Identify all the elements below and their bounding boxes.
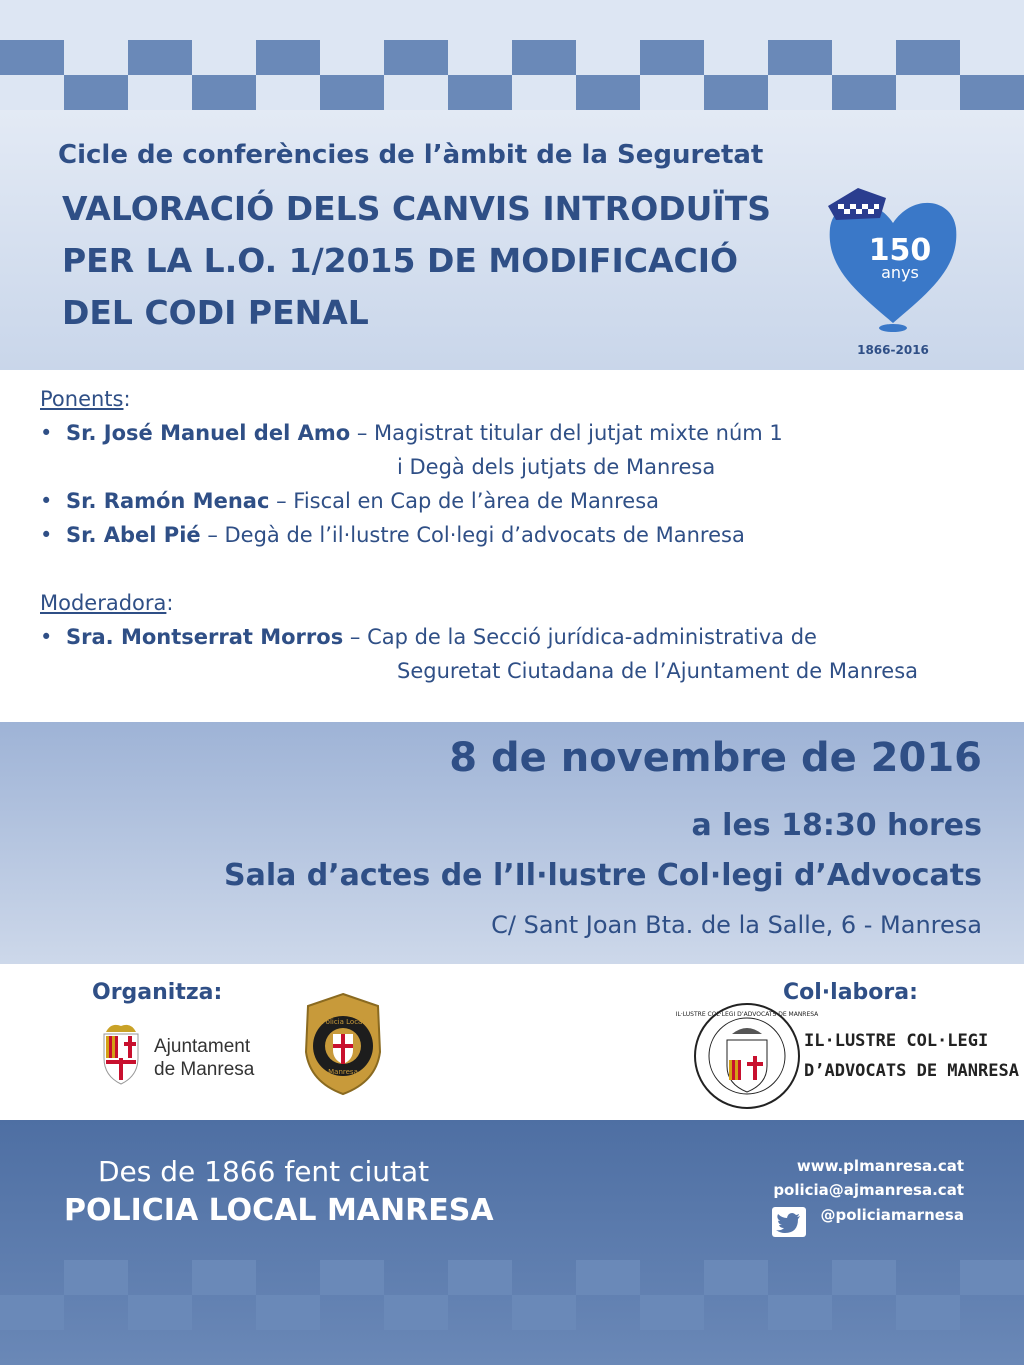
anniversary-years: 1866-2016 — [857, 343, 929, 357]
ponents-heading: Ponents — [40, 387, 124, 411]
checker-square — [256, 40, 320, 75]
checker-square — [192, 75, 256, 110]
checker-square — [576, 1295, 640, 1330]
speaker-role: Fiscal en Cap de l’àrea de Manresa — [293, 489, 660, 513]
checker-square — [64, 40, 128, 75]
checker-square — [576, 1260, 640, 1295]
moderator-item: • Sra. Montserrat Morros – Cap de la Secció jurídica-administrativa de — [40, 620, 1010, 654]
checker-square — [512, 75, 576, 110]
checker-square — [192, 1260, 256, 1295]
checker-square — [128, 40, 192, 75]
speaker-role: Magistrat titular del jutjat mixte núm 1 — [374, 421, 783, 445]
checker-square — [512, 1295, 576, 1330]
ajuntament-line1: Ajuntament — [154, 1036, 251, 1057]
checker-square — [320, 75, 384, 110]
moderadora-heading: Moderadora — [40, 591, 167, 615]
collabora-label: Col·labora: — [783, 980, 918, 1005]
seal-text: IL·LUSTRE COL·LEGI D’ADVOCATS DE MANRESA — [675, 1011, 819, 1018]
title-line: VALORACIÓ DELS CANVIS INTRODUÏTS — [62, 189, 772, 228]
checker-square — [704, 1295, 768, 1330]
checker-square — [320, 1260, 384, 1295]
checker-square — [704, 1260, 768, 1295]
checker-square — [832, 40, 896, 75]
checker-square — [768, 40, 832, 75]
checker-square — [448, 40, 512, 75]
col-legi-advocats-logo — [675, 1000, 1019, 1112]
checker-square — [960, 40, 1024, 75]
checker-square — [448, 1260, 512, 1295]
website-link[interactable]: www.plmanresa.cat — [796, 1157, 964, 1175]
checker-square — [192, 40, 256, 75]
event-date: 8 de novembre de 2016 — [449, 735, 982, 781]
checker-square — [768, 1295, 832, 1330]
title-line: PER LA L.O. 1/2015 DE MODIFICACIÓ — [62, 241, 739, 280]
speaker-item: • Sr. José Manuel del Amo – Magistrat titular del jutjat mixte núm 1 — [40, 416, 1010, 450]
checker-square — [128, 1260, 192, 1295]
speaker-role: Degà de l’il·lustre Col·legi d’advocats de Manresa — [224, 523, 745, 547]
checker-square — [896, 1295, 960, 1330]
anniversary-heart-logo — [818, 168, 968, 358]
speaker-name: Sr. Abel Pié — [66, 523, 201, 547]
checker-square — [320, 40, 384, 75]
ajuntament-logo — [96, 1018, 276, 1088]
anniversary-number: 150 — [868, 233, 932, 268]
checker-square — [448, 1295, 512, 1330]
checker-square — [768, 75, 832, 110]
speaker-name: Sr. Ramón Menac — [66, 489, 270, 513]
checker-square — [320, 1295, 384, 1330]
checker-square — [768, 1260, 832, 1295]
collabora-line2: D’ADVOCATS DE MANRESA — [804, 1061, 1019, 1081]
checker-square — [576, 40, 640, 75]
checker-square — [128, 75, 192, 110]
anniversary-word: anys — [881, 263, 919, 282]
checker-square — [896, 75, 960, 110]
checker-square — [576, 75, 640, 110]
checker-square — [384, 1260, 448, 1295]
speaker-item: • Sr. Ramón Menac – Fiscal en Cap de l’àrea de Manresa — [40, 484, 1010, 518]
checker-square — [896, 40, 960, 75]
checker-square — [256, 1295, 320, 1330]
checker-square — [640, 1260, 704, 1295]
checker-square — [832, 75, 896, 110]
badge-text-top: Policia Local — [321, 1018, 365, 1026]
moderator-role: Cap de la Secció jurídica-administrativa de — [367, 625, 817, 649]
checker-square — [640, 40, 704, 75]
main-title — [62, 183, 802, 339]
speakers-section: Ponents: • Sr. José Manuel del Amo – Magistrat titular del jutjat mixte núm 1 i Degà dels jutjats de Manresa • Sr. Ramón Menac – Fiscal en Cap de l’àrea de Manresa • Sr. Abel Pié – Degà de l’il·lustre Col·legi d’advocats de Manresa Moderadora: • Sra. Montserrat Morros – Cap de la Secció jurídica-administrativa de Seguretat Ciutadana de l’Ajuntament de Manresa — [40, 382, 1010, 688]
checker-square — [704, 75, 768, 110]
checker-square — [832, 1295, 896, 1330]
checker-square — [960, 1260, 1024, 1295]
moderator-name: Sra. Montserrat Morros — [66, 625, 344, 649]
checker-square — [896, 1260, 960, 1295]
footer-slogan: Des de 1866 fent ciutat — [98, 1155, 430, 1188]
moderator-role-cont: Seguretat Ciutadana de l’Ajuntament de Manresa — [397, 659, 919, 683]
checker-square — [512, 1260, 576, 1295]
twitter-icon[interactable] — [772, 1207, 806, 1237]
checker-square — [128, 1295, 192, 1330]
ajuntament-line2: de Manresa — [154, 1059, 255, 1080]
checker-square — [704, 40, 768, 75]
footer-brand: POLICIA LOCAL MANRESA — [64, 1193, 494, 1228]
email-link[interactable]: policia@ajmanresa.cat — [773, 1181, 964, 1199]
event-time: a les 18:30 hores — [691, 808, 982, 843]
speaker-item: • Sr. Abel Pié – Degà de l’il·lustre Col·legi d’advocats de Manresa — [40, 518, 1010, 552]
checker-square — [256, 75, 320, 110]
checker-square — [64, 75, 128, 110]
checker-square — [832, 1260, 896, 1295]
checker-square — [448, 75, 512, 110]
checker-square — [640, 1295, 704, 1330]
checker-square — [0, 40, 64, 75]
top-checker-band — [0, 0, 1024, 110]
checker-square — [0, 75, 64, 110]
speaker-role-cont: i Degà dels jutjats de Manresa — [397, 455, 716, 479]
speaker-name: Sr. José Manuel del Amo — [66, 421, 351, 445]
checker-square — [384, 40, 448, 75]
checker-square — [256, 1260, 320, 1295]
organitza-label: Organitza: — [92, 980, 223, 1005]
checker-square — [192, 1295, 256, 1330]
policia-local-badge — [302, 992, 384, 1096]
checker-square — [64, 1260, 128, 1295]
collabora-line1: IL·LUSTRE COL·LEGI — [804, 1031, 989, 1051]
cycle-title: Cicle de conferències de l’àmbit de la Seguretat — [58, 140, 764, 170]
checker-square — [64, 1295, 128, 1330]
checker-square — [0, 1295, 64, 1330]
twitter-handle[interactable]: @policiamarnesa — [820, 1206, 964, 1224]
event-address: C/ Sant Joan Bta. de la Salle, 6 - Manresa — [491, 911, 982, 939]
checker-square — [0, 1260, 64, 1295]
checker-square — [640, 75, 704, 110]
checker-square — [384, 1295, 448, 1330]
checker-square — [512, 40, 576, 75]
event-venue: Sala d’actes de l’Il·lustre Col·legi d’Advocats — [223, 858, 982, 893]
badge-text-bottom: Manresa — [328, 1068, 358, 1076]
title-line: DEL CODI PENAL — [62, 293, 369, 332]
checker-square — [384, 75, 448, 110]
checker-square — [960, 75, 1024, 110]
checker-square — [960, 1295, 1024, 1330]
